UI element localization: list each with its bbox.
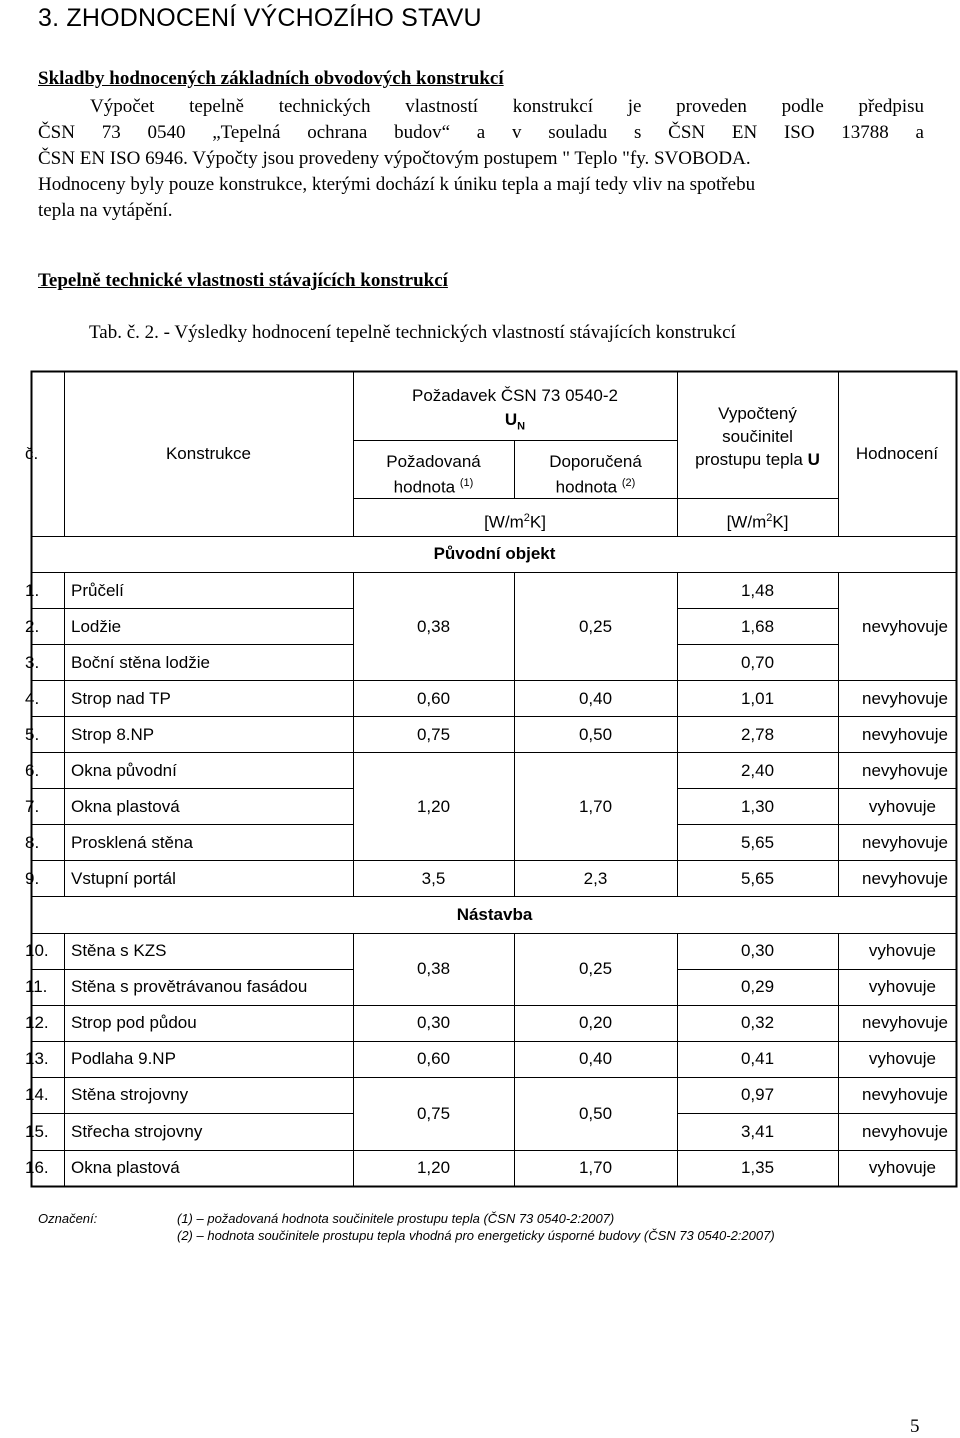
required-value: 0,75 xyxy=(416,1104,451,1123)
evaluation-result: nevyhovuje xyxy=(861,761,948,780)
computed-symbol: U xyxy=(807,450,820,469)
page-number: 5 xyxy=(910,1416,920,1437)
recommended-superscript: (2) xyxy=(621,477,636,489)
un-subscript: N xyxy=(517,420,526,433)
row-number: 4. xyxy=(25,689,40,708)
row-construction: Boční stěna lodžie xyxy=(71,653,210,672)
row-u-value: 0,32 xyxy=(740,1013,775,1032)
row-construction: Okna plastová xyxy=(71,1158,180,1177)
unit-post: K] xyxy=(772,512,789,532)
footnote-1: (1) – požadovaná hodnota součinitele prostupu tepla (ČSN 73 0540-2:2007) xyxy=(177,1211,615,1226)
row-number: 1. xyxy=(25,581,40,600)
header-computed-line1: Vypočtený xyxy=(718,404,797,423)
row-number: 2. xyxy=(25,617,40,636)
required-value: 1,20 xyxy=(416,797,451,816)
row-construction: Strop pod půdou xyxy=(71,1013,197,1032)
intro-line: ČSN EN ISO 6946. Výpočty jsou provedeny výpočtovým postupem " Teplo "fy. SVOBODA. xyxy=(38,148,751,169)
evaluation-result: nevyhovuje xyxy=(861,617,948,636)
evaluation-result: vyhovuje xyxy=(868,797,936,816)
section-extension: Nástavba xyxy=(456,905,533,924)
recommended-value: 1,70 xyxy=(578,1158,613,1177)
intro-line: ČSN 73 0540 „Tepelná ochrana budov“ a v souladu s ČSN EN ISO 13788 a xyxy=(38,122,924,143)
header-number: č. xyxy=(25,444,39,463)
recommended-value: 0,25 xyxy=(578,959,613,978)
recommended-value: 2,3 xyxy=(583,869,608,888)
footnote-label: Označení: xyxy=(38,1211,98,1226)
required-value: 0,38 xyxy=(416,959,451,978)
header-unit-requirement xyxy=(353,508,677,533)
row-u-value: 0,30 xyxy=(740,941,775,960)
required-value: 0,38 xyxy=(416,617,451,636)
row-number: 7. xyxy=(25,797,40,816)
recommended-value: 0,25 xyxy=(578,617,613,636)
row-construction: Střecha strojovny xyxy=(71,1122,203,1141)
row-number: 11. xyxy=(25,977,48,996)
row-number: 5. xyxy=(25,725,40,744)
header-recommended-line1: Doporučená xyxy=(549,452,642,471)
row-construction: Stěna strojovny xyxy=(71,1085,189,1104)
row-u-value: 5,65 xyxy=(740,833,775,852)
row-u-value: 0,41 xyxy=(740,1049,775,1068)
row-u-value: 0,97 xyxy=(740,1085,775,1104)
row-construction: Prosklená stěna xyxy=(71,833,193,852)
row-u-value: 0,29 xyxy=(740,977,775,996)
header-un xyxy=(353,410,677,436)
header-unit-computed xyxy=(677,508,838,533)
required-value: 0,60 xyxy=(416,1049,451,1068)
row-construction: Okna plastová xyxy=(71,797,180,816)
row-u-value: 2,40 xyxy=(740,761,775,780)
row-number: 6. xyxy=(25,761,40,780)
recommended-value: 0,50 xyxy=(578,1104,613,1123)
row-number: 9. xyxy=(25,869,40,888)
header-requirement-title: Požadavek ČSN 73 0540-2 xyxy=(411,386,619,405)
row-number: 13. xyxy=(25,1049,49,1068)
recommended-value: 0,40 xyxy=(578,1049,613,1068)
row-construction: Podlaha 9.NP xyxy=(71,1049,176,1068)
row-construction: Strop 8.NP xyxy=(71,725,155,744)
unit-post: K] xyxy=(529,512,546,532)
row-number: 12. xyxy=(25,1013,49,1032)
row-u-value: 5,65 xyxy=(740,869,775,888)
footnote-2: (2) – hodnota součinitele prostupu tepla vhodná pro energeticky úsporné budovy (ČSN 73 0540-2:2007) xyxy=(177,1228,775,1243)
row-number: 10. xyxy=(25,941,49,960)
evaluation-result: vyhovuje xyxy=(868,941,936,960)
recommended-hodnota: hodnota xyxy=(555,477,618,497)
evaluation-result: vyhovuje xyxy=(868,977,936,996)
required-hodnota: hodnota xyxy=(393,477,456,497)
row-construction: Stěna s provětrávanou fasádou xyxy=(71,977,308,996)
evaluation-result: nevyhovuje xyxy=(861,833,948,852)
evaluation-result: nevyhovuje xyxy=(861,725,948,744)
evaluation-result: nevyhovuje xyxy=(861,1013,948,1032)
intro-line: Výpočet tepelně technických vlastností konstrukcí je proveden podle předpisu xyxy=(90,96,924,117)
unit-pre: [W/m xyxy=(726,512,767,532)
required-value: 3,5 xyxy=(421,869,446,888)
header-recommended-line2 xyxy=(514,473,677,498)
header-required-line2 xyxy=(353,473,514,498)
header-construction: Konstrukce xyxy=(165,444,252,463)
row-number: 14. xyxy=(25,1085,49,1104)
intro-line: Hodnoceny byly pouze konstrukce, kterými dochází k úniku tepla a mají tedy vliv na spotřebu xyxy=(38,174,756,195)
required-value: 1,20 xyxy=(416,1158,451,1177)
recommended-value: 0,20 xyxy=(578,1013,613,1032)
row-number: 3. xyxy=(25,653,40,672)
subheading-compositions: Skladby hodnocených základních obvodových konstrukcí xyxy=(38,68,504,89)
evaluation-result: nevyhovuje xyxy=(861,869,948,888)
row-u-value: 1,01 xyxy=(740,689,775,708)
row-construction: Lodžie xyxy=(71,617,122,636)
row-number: 8. xyxy=(25,833,40,852)
row-u-value: 3,41 xyxy=(740,1122,775,1141)
row-u-value: 1,68 xyxy=(740,617,775,636)
unit-sup: 2 xyxy=(766,512,773,524)
row-u-value: 1,48 xyxy=(740,581,775,600)
required-value: 0,60 xyxy=(416,689,451,708)
row-construction: Okna původní xyxy=(71,761,177,780)
row-construction: Strop nad TP xyxy=(71,689,171,708)
header-evaluation: Hodnocení xyxy=(855,444,939,463)
unit-sup: 2 xyxy=(523,512,530,524)
header-computed-line3 xyxy=(677,450,838,470)
recommended-value: 1,70 xyxy=(578,797,613,816)
unit-pre: [W/m xyxy=(484,512,524,532)
row-construction: Průčelí xyxy=(71,581,124,600)
row-u-value: 0,70 xyxy=(740,653,775,672)
table-caption: Tab. č. 2. - Výsledky hodnocení tepelně technických vlastností stávajících konstrukcí xyxy=(89,322,736,343)
evaluation-result: vyhovuje xyxy=(868,1049,936,1068)
evaluation-result: nevyhovuje xyxy=(861,1122,948,1141)
header-required-line1: Požadovaná xyxy=(386,452,481,471)
row-u-value: 1,30 xyxy=(740,797,775,816)
required-superscript: (1) xyxy=(459,477,474,489)
subheading-properties: Tepelně technické vlastnosti stávajících konstrukcí xyxy=(38,270,448,291)
required-value: 0,75 xyxy=(416,725,451,744)
section-original-building: Původní objekt xyxy=(433,544,556,563)
recommended-value: 0,50 xyxy=(578,725,613,744)
header-computed-line2: součinitel xyxy=(722,427,793,446)
row-construction: Vstupní portál xyxy=(71,869,176,888)
intro-line: tepla na vytápění. xyxy=(38,200,173,221)
evaluation-result: nevyhovuje xyxy=(861,1085,948,1104)
section-heading: 3. ZHODNOCENÍ VÝCHOZÍHO STAVU xyxy=(38,4,482,32)
evaluation-result: nevyhovuje xyxy=(861,689,948,708)
recommended-value: 0,40 xyxy=(578,689,613,708)
un-symbol: U xyxy=(504,410,518,429)
row-number: 15. xyxy=(25,1122,49,1141)
evaluation-result: vyhovuje xyxy=(868,1158,936,1177)
row-construction: Stěna s KZS xyxy=(71,941,167,960)
row-number: 16. xyxy=(25,1158,49,1177)
required-value: 0,30 xyxy=(416,1013,451,1032)
computed-text: prostupu tepla xyxy=(695,450,803,469)
row-u-value: 2,78 xyxy=(740,725,775,744)
row-u-value: 1,35 xyxy=(740,1158,775,1177)
